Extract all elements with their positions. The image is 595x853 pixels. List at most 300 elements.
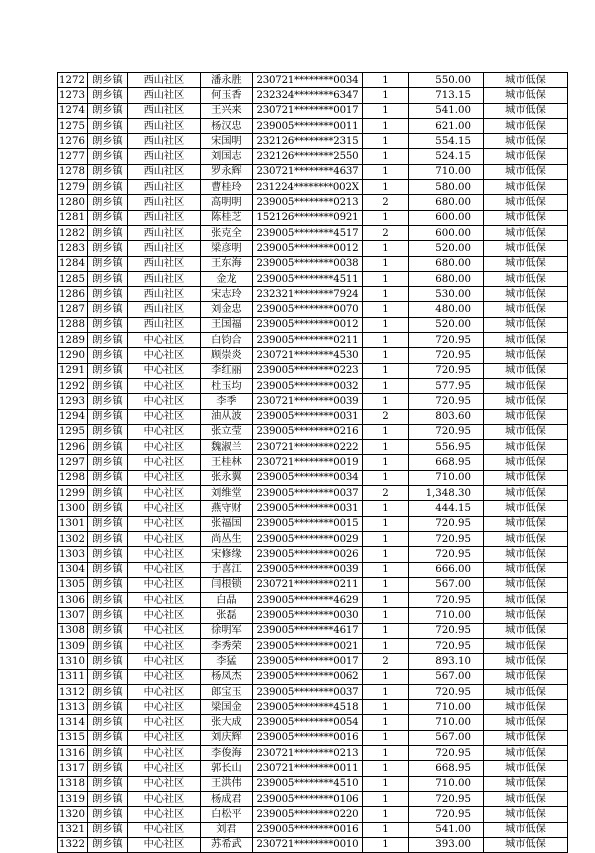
id-number-cell: 239005********0026 bbox=[252, 547, 362, 562]
name-cell: 杨汉忠 bbox=[200, 118, 252, 133]
table-row bbox=[58, 608, 568, 623]
table-row bbox=[58, 103, 568, 118]
name-cell: 白松平 bbox=[200, 807, 252, 822]
category-cell: 城市低保 bbox=[483, 118, 567, 133]
name-cell: 王洪伟 bbox=[200, 776, 252, 791]
name-cell: 罗永辉 bbox=[200, 164, 252, 179]
table-row bbox=[58, 715, 568, 730]
table-row bbox=[58, 409, 568, 424]
name-cell: 潘永胜 bbox=[200, 73, 252, 88]
amount-cell: 520.00 bbox=[408, 317, 483, 332]
township-cell: 朗乡镇 bbox=[87, 608, 127, 623]
table-row bbox=[58, 302, 568, 317]
community-cell: 西山社区 bbox=[127, 164, 200, 179]
name-cell: 刘维堂 bbox=[200, 486, 252, 501]
category-cell: 城市低保 bbox=[483, 577, 567, 592]
name-cell: 郎宝玉 bbox=[200, 684, 252, 699]
name-cell: 刘金忠 bbox=[200, 302, 252, 317]
id-number-cell: 239005********0015 bbox=[252, 516, 362, 531]
category-cell: 城市低保 bbox=[483, 700, 567, 715]
id-number-cell: 239005********4518 bbox=[252, 700, 362, 715]
name-cell: 宋志玲 bbox=[200, 287, 252, 302]
id-number-cell: 239005********0211 bbox=[252, 333, 362, 348]
community-cell: 中心社区 bbox=[127, 822, 200, 837]
name-cell: 金龙 bbox=[200, 271, 252, 286]
name-cell: 白晶 bbox=[200, 593, 252, 608]
row-number-cell: 1273 bbox=[58, 88, 88, 103]
row-number-cell: 1291 bbox=[58, 363, 88, 378]
name-cell: 李红丽 bbox=[200, 363, 252, 378]
category-cell: 城市低保 bbox=[483, 486, 567, 501]
name-cell: 顾崇炎 bbox=[200, 348, 252, 363]
id-number-cell: 232126********2550 bbox=[252, 149, 362, 164]
amount-cell: 524.15 bbox=[408, 149, 483, 164]
table-row bbox=[58, 577, 568, 592]
community-cell: 西山社区 bbox=[127, 317, 200, 332]
amount-cell: 530.00 bbox=[408, 287, 483, 302]
community-cell: 西山社区 bbox=[127, 73, 200, 88]
household-size-cell: 2 bbox=[362, 195, 408, 210]
household-size-cell: 1 bbox=[362, 394, 408, 409]
table-row bbox=[58, 730, 568, 745]
amount-cell: 600.00 bbox=[408, 225, 483, 240]
id-number-cell: 239005********4517 bbox=[252, 225, 362, 240]
household-size-cell: 1 bbox=[362, 669, 408, 684]
township-cell: 朗乡镇 bbox=[87, 746, 127, 761]
table-row bbox=[58, 317, 568, 332]
amount-cell: 720.95 bbox=[408, 593, 483, 608]
table-row bbox=[58, 88, 568, 103]
township-cell: 朗乡镇 bbox=[87, 424, 127, 439]
id-number-cell: 239005********0038 bbox=[252, 256, 362, 271]
row-number-cell: 1280 bbox=[58, 195, 88, 210]
household-size-cell: 1 bbox=[362, 333, 408, 348]
household-size-cell: 1 bbox=[362, 317, 408, 332]
id-number-cell: 230721********0010 bbox=[252, 837, 362, 852]
table-row bbox=[58, 761, 568, 776]
amount-cell: 666.00 bbox=[408, 562, 483, 577]
category-cell: 城市低保 bbox=[483, 195, 567, 210]
row-number-cell: 1284 bbox=[58, 256, 88, 271]
township-cell: 朗乡镇 bbox=[87, 118, 127, 133]
township-cell: 朗乡镇 bbox=[87, 623, 127, 638]
community-cell: 中心社区 bbox=[127, 715, 200, 730]
id-number-cell: 230721********0017 bbox=[252, 103, 362, 118]
category-cell: 城市低保 bbox=[483, 271, 567, 286]
community-cell: 西山社区 bbox=[127, 134, 200, 149]
household-size-cell: 1 bbox=[362, 363, 408, 378]
id-number-cell: 239005********0216 bbox=[252, 424, 362, 439]
id-number-cell: 230721********0011 bbox=[252, 761, 362, 776]
name-cell: 张永翼 bbox=[200, 470, 252, 485]
township-cell: 朗乡镇 bbox=[87, 593, 127, 608]
household-size-cell: 1 bbox=[362, 562, 408, 577]
table-row bbox=[58, 363, 568, 378]
row-number-cell: 1308 bbox=[58, 623, 88, 638]
table-row bbox=[58, 241, 568, 256]
township-cell: 朗乡镇 bbox=[87, 638, 127, 653]
township-cell: 朗乡镇 bbox=[87, 409, 127, 424]
household-size-cell: 1 bbox=[362, 302, 408, 317]
id-number-cell: 230721********4530 bbox=[252, 348, 362, 363]
community-cell: 中心社区 bbox=[127, 746, 200, 761]
community-cell: 西山社区 bbox=[127, 302, 200, 317]
name-cell: 于喜江 bbox=[200, 562, 252, 577]
township-cell: 朗乡镇 bbox=[87, 730, 127, 745]
household-size-cell: 1 bbox=[362, 180, 408, 195]
amount-cell: 580.00 bbox=[408, 180, 483, 195]
id-number-cell: 239005********0037 bbox=[252, 684, 362, 699]
amount-cell: 893.10 bbox=[408, 654, 483, 669]
name-cell: 何玉香 bbox=[200, 88, 252, 103]
row-number-cell: 1310 bbox=[58, 654, 88, 669]
table-row bbox=[58, 562, 568, 577]
township-cell: 朗乡镇 bbox=[87, 149, 127, 164]
township-cell: 朗乡镇 bbox=[87, 822, 127, 837]
township-cell: 朗乡镇 bbox=[87, 287, 127, 302]
row-number-cell: 1285 bbox=[58, 271, 88, 286]
household-size-cell: 1 bbox=[362, 440, 408, 455]
name-cell: 宋国明 bbox=[200, 134, 252, 149]
table-row bbox=[58, 225, 568, 240]
row-number-cell: 1321 bbox=[58, 822, 88, 837]
amount-cell: 720.95 bbox=[408, 531, 483, 546]
row-number-cell: 1283 bbox=[58, 241, 88, 256]
name-cell: 梁国金 bbox=[200, 700, 252, 715]
name-cell: 杜玉均 bbox=[200, 378, 252, 393]
table-row bbox=[58, 547, 568, 562]
name-cell: 油从波 bbox=[200, 409, 252, 424]
table-row bbox=[58, 791, 568, 806]
table-row bbox=[58, 73, 568, 88]
table-row bbox=[58, 440, 568, 455]
township-cell: 朗乡镇 bbox=[87, 547, 127, 562]
amount-cell: 577.95 bbox=[408, 378, 483, 393]
row-number-cell: 1275 bbox=[58, 118, 88, 133]
amount-cell: 720.95 bbox=[408, 791, 483, 806]
amount-cell: 541.00 bbox=[408, 103, 483, 118]
household-size-cell: 1 bbox=[362, 149, 408, 164]
row-number-cell: 1294 bbox=[58, 409, 88, 424]
id-number-cell: 239005********0220 bbox=[252, 807, 362, 822]
community-cell: 西山社区 bbox=[127, 195, 200, 210]
household-size-cell: 1 bbox=[362, 134, 408, 149]
amount-cell: 680.00 bbox=[408, 271, 483, 286]
household-size-cell: 1 bbox=[362, 608, 408, 623]
id-number-cell: 239005********0016 bbox=[252, 822, 362, 837]
category-cell: 城市低保 bbox=[483, 470, 567, 485]
community-cell: 西山社区 bbox=[127, 149, 200, 164]
table-row bbox=[58, 287, 568, 302]
township-cell: 朗乡镇 bbox=[87, 88, 127, 103]
category-cell: 城市低保 bbox=[483, 746, 567, 761]
name-cell: 杨凤杰 bbox=[200, 669, 252, 684]
township-cell: 朗乡镇 bbox=[87, 531, 127, 546]
id-number-cell: 239005********0032 bbox=[252, 378, 362, 393]
community-cell: 中心社区 bbox=[127, 409, 200, 424]
category-cell: 城市低保 bbox=[483, 715, 567, 730]
id-number-cell: 239005********0213 bbox=[252, 195, 362, 210]
township-cell: 朗乡镇 bbox=[87, 73, 127, 88]
township-cell: 朗乡镇 bbox=[87, 807, 127, 822]
community-cell: 西山社区 bbox=[127, 210, 200, 225]
row-number-cell: 1317 bbox=[58, 761, 88, 776]
community-cell: 中心社区 bbox=[127, 730, 200, 745]
row-number-cell: 1305 bbox=[58, 577, 88, 592]
household-size-cell: 1 bbox=[362, 256, 408, 271]
community-cell: 西山社区 bbox=[127, 256, 200, 271]
household-size-cell: 1 bbox=[362, 746, 408, 761]
household-size-cell: 1 bbox=[362, 164, 408, 179]
name-cell: 白钧合 bbox=[200, 333, 252, 348]
row-number-cell: 1299 bbox=[58, 486, 88, 501]
row-number-cell: 1319 bbox=[58, 791, 88, 806]
row-number-cell: 1297 bbox=[58, 455, 88, 470]
household-size-cell: 1 bbox=[362, 88, 408, 103]
amount-cell: 720.95 bbox=[408, 623, 483, 638]
household-size-cell: 1 bbox=[362, 287, 408, 302]
category-cell: 城市低保 bbox=[483, 149, 567, 164]
row-number-cell: 1314 bbox=[58, 715, 88, 730]
community-cell: 中心社区 bbox=[127, 684, 200, 699]
row-number-cell: 1287 bbox=[58, 302, 88, 317]
id-number-cell: 230721********0222 bbox=[252, 440, 362, 455]
township-cell: 朗乡镇 bbox=[87, 348, 127, 363]
id-number-cell: 239005********0017 bbox=[252, 654, 362, 669]
id-number-cell: 239005********0037 bbox=[252, 486, 362, 501]
row-number-cell: 1307 bbox=[58, 608, 88, 623]
amount-cell: 680.00 bbox=[408, 256, 483, 271]
id-number-cell: 239005********0223 bbox=[252, 363, 362, 378]
row-number-cell: 1302 bbox=[58, 531, 88, 546]
amount-cell: 720.95 bbox=[408, 547, 483, 562]
amount-cell: 720.95 bbox=[408, 333, 483, 348]
table-row bbox=[58, 700, 568, 715]
id-number-cell: 239005********0021 bbox=[252, 638, 362, 653]
township-cell: 朗乡镇 bbox=[87, 669, 127, 684]
household-size-cell: 1 bbox=[362, 577, 408, 592]
category-cell: 城市低保 bbox=[483, 516, 567, 531]
name-cell: 尚丛生 bbox=[200, 531, 252, 546]
name-cell: 刘君 bbox=[200, 822, 252, 837]
community-cell: 西山社区 bbox=[127, 225, 200, 240]
amount-cell: 710.00 bbox=[408, 715, 483, 730]
name-cell: 陈桂芝 bbox=[200, 210, 252, 225]
table-row bbox=[58, 394, 568, 409]
category-cell: 城市低保 bbox=[483, 501, 567, 516]
community-cell: 中心社区 bbox=[127, 654, 200, 669]
name-cell: 张克全 bbox=[200, 225, 252, 240]
township-cell: 朗乡镇 bbox=[87, 225, 127, 240]
row-number-cell: 1320 bbox=[58, 807, 88, 822]
row-number-cell: 1281 bbox=[58, 210, 88, 225]
community-cell: 中心社区 bbox=[127, 333, 200, 348]
community-cell: 中心社区 bbox=[127, 638, 200, 653]
id-number-cell: 230721********0019 bbox=[252, 455, 362, 470]
household-size-cell: 1 bbox=[362, 531, 408, 546]
id-number-cell: 239005********0034 bbox=[252, 470, 362, 485]
township-cell: 朗乡镇 bbox=[87, 195, 127, 210]
amount-cell: 444.15 bbox=[408, 501, 483, 516]
row-number-cell: 1315 bbox=[58, 730, 88, 745]
id-number-cell: 230721********4637 bbox=[252, 164, 362, 179]
amount-cell: 567.00 bbox=[408, 669, 483, 684]
table-row bbox=[58, 593, 568, 608]
amount-cell: 720.95 bbox=[408, 363, 483, 378]
id-number-cell: 239005********0016 bbox=[252, 730, 362, 745]
community-cell: 中心社区 bbox=[127, 547, 200, 562]
township-cell: 朗乡镇 bbox=[87, 103, 127, 118]
household-size-cell: 1 bbox=[362, 271, 408, 286]
household-size-cell: 1 bbox=[362, 73, 408, 88]
township-cell: 朗乡镇 bbox=[87, 684, 127, 699]
township-cell: 朗乡镇 bbox=[87, 164, 127, 179]
amount-cell: 680.00 bbox=[408, 195, 483, 210]
row-number-cell: 1272 bbox=[58, 73, 88, 88]
household-size-cell: 1 bbox=[362, 700, 408, 715]
row-number-cell: 1278 bbox=[58, 164, 88, 179]
id-number-cell: 152126********0921 bbox=[252, 210, 362, 225]
table-row bbox=[58, 195, 568, 210]
community-cell: 中心社区 bbox=[127, 807, 200, 822]
id-number-cell: 239005********0030 bbox=[252, 608, 362, 623]
amount-cell: 720.95 bbox=[408, 424, 483, 439]
table-row bbox=[58, 118, 568, 133]
row-number-cell: 1274 bbox=[58, 103, 88, 118]
community-cell: 西山社区 bbox=[127, 287, 200, 302]
name-cell: 梁彦明 bbox=[200, 241, 252, 256]
table-row bbox=[58, 807, 568, 822]
category-cell: 城市低保 bbox=[483, 440, 567, 455]
table-row bbox=[58, 271, 568, 286]
category-cell: 城市低保 bbox=[483, 776, 567, 791]
amount-cell: 803.60 bbox=[408, 409, 483, 424]
amount-cell: 720.95 bbox=[408, 746, 483, 761]
township-cell: 朗乡镇 bbox=[87, 180, 127, 195]
household-size-cell: 2 bbox=[362, 486, 408, 501]
township-cell: 朗乡镇 bbox=[87, 317, 127, 332]
household-size-cell: 1 bbox=[362, 470, 408, 485]
community-cell: 中心社区 bbox=[127, 837, 200, 852]
id-number-cell: 231224********002X bbox=[252, 180, 362, 195]
household-size-cell: 1 bbox=[362, 547, 408, 562]
category-cell: 城市低保 bbox=[483, 791, 567, 806]
amount-cell: 710.00 bbox=[408, 608, 483, 623]
amount-cell: 541.00 bbox=[408, 822, 483, 837]
table-row bbox=[58, 348, 568, 363]
community-cell: 中心社区 bbox=[127, 516, 200, 531]
id-number-cell: 239005********0029 bbox=[252, 531, 362, 546]
name-cell: 闫根锁 bbox=[200, 577, 252, 592]
community-cell: 中心社区 bbox=[127, 455, 200, 470]
township-cell: 朗乡镇 bbox=[87, 134, 127, 149]
household-size-cell: 2 bbox=[362, 654, 408, 669]
category-cell: 城市低保 bbox=[483, 348, 567, 363]
table-row bbox=[58, 164, 568, 179]
household-size-cell: 1 bbox=[362, 684, 408, 699]
household-size-cell: 1 bbox=[362, 516, 408, 531]
table-row bbox=[58, 486, 568, 501]
community-cell: 中心社区 bbox=[127, 424, 200, 439]
amount-cell: 720.95 bbox=[408, 516, 483, 531]
name-cell: 李秀荣 bbox=[200, 638, 252, 653]
row-number-cell: 1322 bbox=[58, 837, 88, 852]
table-row bbox=[58, 516, 568, 531]
household-size-cell: 1 bbox=[362, 455, 408, 470]
category-cell: 城市低保 bbox=[483, 317, 567, 332]
name-cell: 王兴来 bbox=[200, 103, 252, 118]
township-cell: 朗乡镇 bbox=[87, 776, 127, 791]
household-size-cell: 1 bbox=[362, 807, 408, 822]
township-cell: 朗乡镇 bbox=[87, 378, 127, 393]
table-row bbox=[58, 378, 568, 393]
id-number-cell: 230721********0034 bbox=[252, 73, 362, 88]
amount-cell: 621.00 bbox=[408, 118, 483, 133]
township-cell: 朗乡镇 bbox=[87, 516, 127, 531]
amount-cell: 1,348.30 bbox=[408, 486, 483, 501]
household-size-cell: 1 bbox=[362, 241, 408, 256]
table-row bbox=[58, 684, 568, 699]
row-number-cell: 1289 bbox=[58, 333, 88, 348]
township-cell: 朗乡镇 bbox=[87, 654, 127, 669]
household-size-cell: 1 bbox=[362, 837, 408, 852]
amount-cell: 720.95 bbox=[408, 394, 483, 409]
category-cell: 城市低保 bbox=[483, 761, 567, 776]
table-row bbox=[58, 333, 568, 348]
category-cell: 城市低保 bbox=[483, 531, 567, 546]
id-number-cell: 239005********0012 bbox=[252, 317, 362, 332]
row-number-cell: 1279 bbox=[58, 180, 88, 195]
table-row bbox=[58, 149, 568, 164]
community-cell: 中心社区 bbox=[127, 348, 200, 363]
row-number-cell: 1296 bbox=[58, 440, 88, 455]
id-number-cell: 239005********0031 bbox=[252, 409, 362, 424]
township-cell: 朗乡镇 bbox=[87, 837, 127, 852]
id-number-cell: 239005********4629 bbox=[252, 593, 362, 608]
row-number-cell: 1311 bbox=[58, 669, 88, 684]
table-row bbox=[58, 669, 568, 684]
amount-cell: 720.95 bbox=[408, 807, 483, 822]
category-cell: 城市低保 bbox=[483, 256, 567, 271]
household-size-cell: 1 bbox=[362, 715, 408, 730]
row-number-cell: 1288 bbox=[58, 317, 88, 332]
household-size-cell: 1 bbox=[362, 210, 408, 225]
category-cell: 城市低保 bbox=[483, 134, 567, 149]
township-cell: 朗乡镇 bbox=[87, 440, 127, 455]
category-cell: 城市低保 bbox=[483, 807, 567, 822]
id-number-cell: 239005********0039 bbox=[252, 562, 362, 577]
table-row bbox=[58, 746, 568, 761]
row-number-cell: 1277 bbox=[58, 149, 88, 164]
household-size-cell: 2 bbox=[362, 409, 408, 424]
amount-cell: 713.15 bbox=[408, 88, 483, 103]
township-cell: 朗乡镇 bbox=[87, 501, 127, 516]
row-number-cell: 1276 bbox=[58, 134, 88, 149]
table-row bbox=[58, 470, 568, 485]
community-cell: 中心社区 bbox=[127, 791, 200, 806]
township-cell: 朗乡镇 bbox=[87, 394, 127, 409]
community-cell: 中心社区 bbox=[127, 593, 200, 608]
household-size-cell: 1 bbox=[362, 348, 408, 363]
id-number-cell: 230721********0211 bbox=[252, 577, 362, 592]
community-cell: 西山社区 bbox=[127, 271, 200, 286]
community-cell: 中心社区 bbox=[127, 531, 200, 546]
amount-cell: 710.00 bbox=[408, 470, 483, 485]
community-cell: 西山社区 bbox=[127, 118, 200, 133]
name-cell: 刘国志 bbox=[200, 149, 252, 164]
row-number-cell: 1295 bbox=[58, 424, 88, 439]
welfare-roster-sheet bbox=[57, 72, 568, 853]
